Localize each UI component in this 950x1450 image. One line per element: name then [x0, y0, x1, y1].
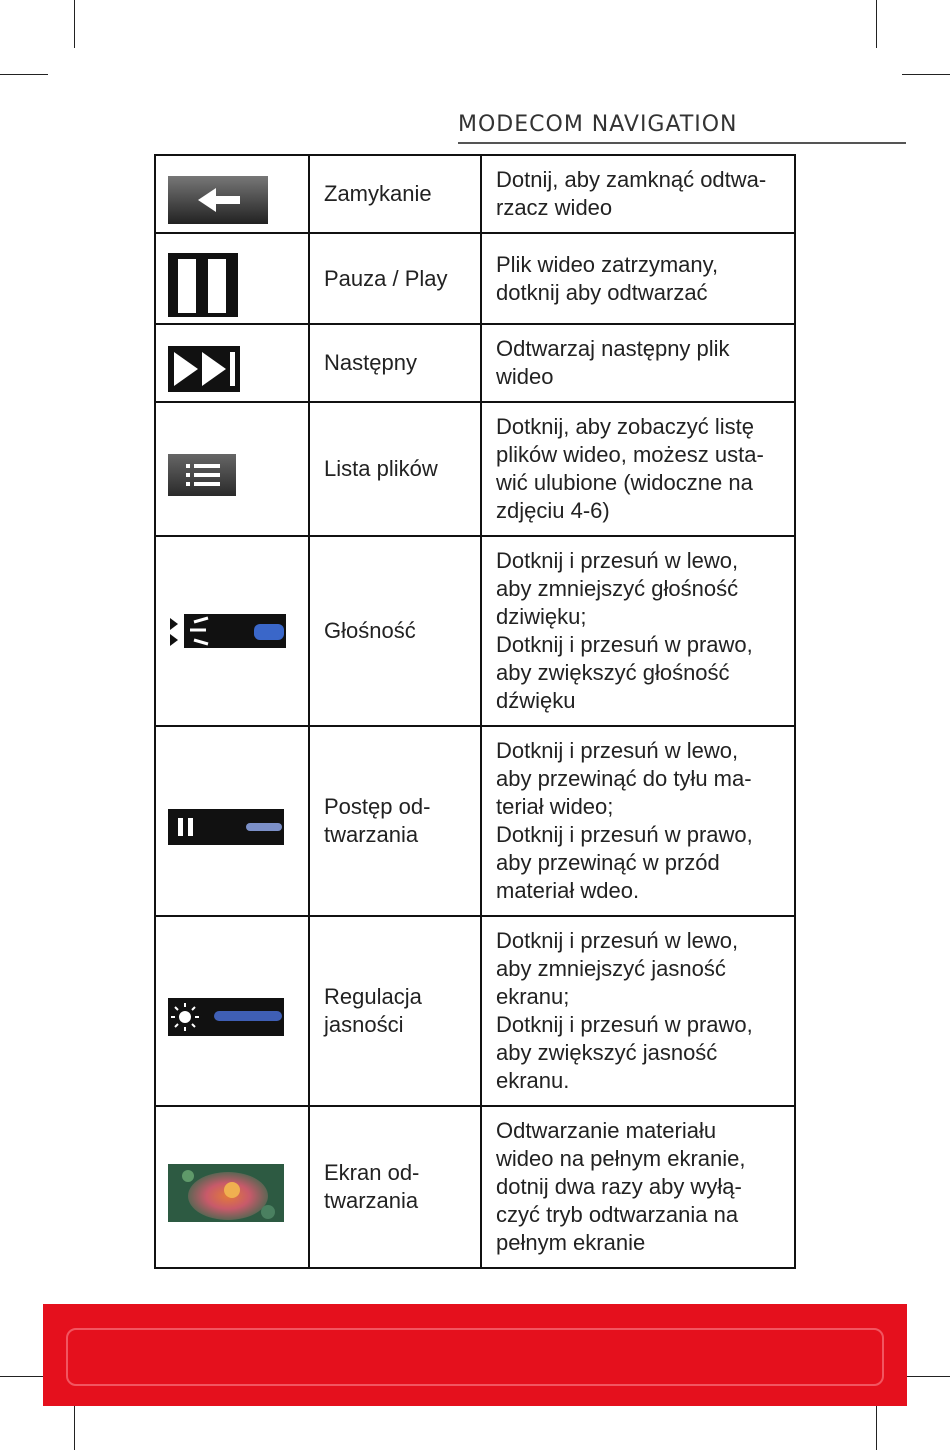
- table-row: [155, 233, 795, 324]
- icon-cell: [155, 726, 309, 916]
- list-icon: [168, 454, 236, 496]
- icon-cell: [155, 233, 309, 324]
- table-row: [155, 155, 795, 233]
- back-arrow-icon: [168, 176, 268, 224]
- icon-cell: [155, 155, 309, 233]
- video-thumbnail-icon: [168, 1164, 284, 1222]
- crop-mark: [876, 0, 877, 48]
- control-description: Odtwarzaj następny plik wideo: [481, 324, 795, 402]
- control-description: Dotnij, aby zamknąć odtwa- rzacz wideo: [481, 155, 795, 233]
- controls-table: [154, 154, 796, 1269]
- control-name: Zamykanie: [309, 155, 481, 233]
- control-name: Postęp od- twarzania: [309, 726, 481, 916]
- table-row: [155, 916, 795, 1106]
- icon-cell: [155, 324, 309, 402]
- control-description: Dotknij i przesuń w lewo, aby przewinąć do tyłu ma- teriał wideo; Dotknij i przesuń w prawo, aby przewinąć w przód materiał wdeo.: [481, 726, 795, 916]
- next-icon: [168, 346, 240, 392]
- footer-frame: [66, 1328, 884, 1386]
- table-row: [155, 1106, 795, 1268]
- control-name: Pauza / Play: [309, 233, 481, 324]
- volume-slider-icon: [168, 614, 286, 648]
- page-header-title: MODECOM NAVIGATION: [458, 112, 738, 137]
- crop-mark: [0, 1376, 48, 1377]
- table-row: [155, 402, 795, 536]
- icon-cell: [155, 916, 309, 1106]
- crop-mark: [0, 74, 48, 75]
- control-name: Lista plików: [309, 402, 481, 536]
- control-description: Odtwarzanie materiału wideo na pełnym ekranie, dotnij dwa razy aby wyłą- czyć tryb odtwarzania na pełnym ekranie: [481, 1106, 795, 1268]
- crop-mark: [876, 1402, 877, 1450]
- pause-icon: [168, 253, 238, 317]
- control-name: Głośność: [309, 536, 481, 726]
- icon-cell: [155, 402, 309, 536]
- crop-mark: [74, 1402, 75, 1450]
- table-row: [155, 726, 795, 916]
- control-description: Plik wideo zatrzymany, dotknij aby odtwarzać: [481, 233, 795, 324]
- control-name: Regulacja jasności: [309, 916, 481, 1106]
- crop-mark: [902, 74, 950, 75]
- control-description: Dotknij i przesuń w lewo, aby zmniejszyć głośność dziwięku; Dotknij i przesuń w prawo, aby zwiększyć głośność dźwięku: [481, 536, 795, 726]
- table-row: [155, 536, 795, 726]
- control-name: Ekran od- twarzania: [309, 1106, 481, 1268]
- brightness-slider-icon: [168, 998, 284, 1036]
- crop-mark: [74, 0, 75, 48]
- progress-slider-icon: [168, 809, 284, 845]
- control-description: Dotknij i przesuń w lewo, aby zmniejszyć jasność ekranu; Dotknij i przesuń w prawo, aby zwiększyć jasność ekranu.: [481, 916, 795, 1106]
- control-description: Dotknij, aby zobaczyć listę plików wideo, możesz usta- wić ulubione (widoczne na zdjęciu 4-6): [481, 402, 795, 536]
- control-name: Następny: [309, 324, 481, 402]
- header-divider: [458, 142, 906, 144]
- crop-mark: [902, 1376, 950, 1377]
- icon-cell: [155, 1106, 309, 1268]
- icon-cell: [155, 536, 309, 726]
- table-row: [155, 324, 795, 402]
